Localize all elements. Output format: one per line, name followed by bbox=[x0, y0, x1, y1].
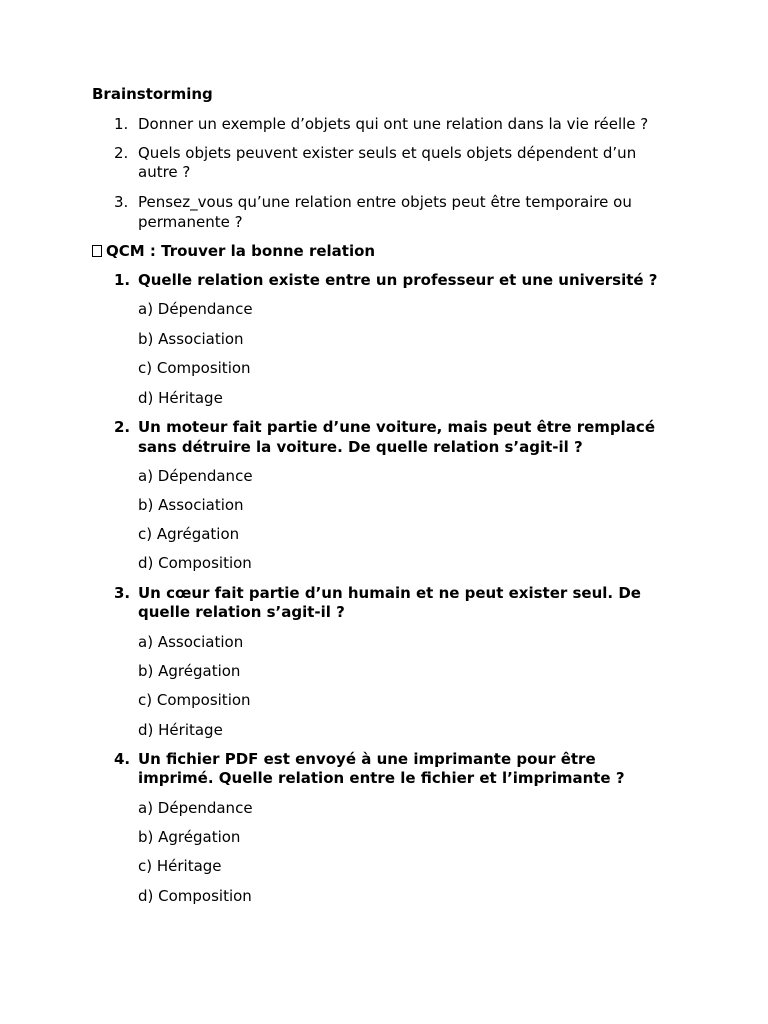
answer-option: d) Héritage bbox=[138, 389, 223, 407]
answer-option: b) Association bbox=[138, 330, 244, 348]
item-text: Donner un exemple d’objets qui ont une relation dans la vie réelle ? bbox=[138, 115, 649, 133]
question-continuation bbox=[0, 602, 768, 622]
answer-option: d) Composition bbox=[138, 887, 252, 905]
question-text: quelle relation s’agit-il ? bbox=[138, 603, 345, 621]
item-text: Quels objets peuvent exister seuls et quels objets dépendent d’un bbox=[138, 144, 637, 162]
question bbox=[0, 270, 768, 290]
brainstorm-item bbox=[0, 114, 768, 134]
answer-option: c) Héritage bbox=[138, 857, 222, 875]
question-text: Quelle relation existe entre un professeur et une université ? bbox=[138, 271, 658, 289]
question-number: 4. bbox=[114, 750, 131, 768]
question bbox=[0, 583, 768, 603]
item-text: Pensez_vous qu’une relation entre objets peut être temporaire ou bbox=[138, 193, 632, 211]
item-number: 1. bbox=[114, 115, 129, 133]
answer-option: a) Dépendance bbox=[138, 300, 253, 318]
question-number: 2. bbox=[114, 418, 131, 436]
brainstorm-item-continuation bbox=[0, 212, 768, 232]
qcm-title-line bbox=[92, 241, 768, 261]
answer-option: b) Association bbox=[138, 496, 244, 514]
question-continuation bbox=[0, 768, 768, 788]
item-text: autre ? bbox=[138, 163, 191, 181]
question-text: Un fichier PDF est envoyé à une imprimante pour être bbox=[138, 750, 596, 768]
answer-option: b) Agrégation bbox=[138, 828, 241, 846]
question bbox=[0, 749, 768, 769]
item-text: permanente ? bbox=[138, 213, 243, 231]
qcm-title: QCM : Trouver la bonne relation bbox=[106, 242, 376, 260]
question-text: sans détruire la voiture. De quelle relation s’agit-il ? bbox=[138, 438, 583, 456]
brainstorm-item bbox=[0, 192, 768, 212]
answer-option: d) Composition bbox=[138, 554, 252, 572]
question-text: Un cœur fait partie d’un humain et ne peut exister seul. De bbox=[138, 584, 641, 602]
answer-option: a) Dépendance bbox=[138, 467, 253, 485]
item-number: 2. bbox=[114, 144, 129, 162]
question-text: imprimé. Quelle relation entre le fichier et l’imprimante ? bbox=[138, 769, 625, 787]
question-number: 3. bbox=[114, 584, 131, 602]
answer-option: a) Dépendance bbox=[138, 799, 253, 817]
question-text: Un moteur fait partie d’une voiture, mais peut être remplacé bbox=[138, 418, 655, 436]
item-number: 3. bbox=[114, 193, 129, 211]
question-continuation bbox=[0, 437, 768, 457]
brainstorm-item bbox=[0, 143, 768, 163]
answer-option: a) Association bbox=[138, 633, 244, 651]
brainstorming-title: Brainstorming bbox=[92, 85, 213, 103]
missing-glyph-icon bbox=[92, 245, 102, 257]
question-number: 1. bbox=[114, 271, 131, 289]
answer-option: d) Héritage bbox=[138, 721, 223, 739]
answer-option: c) Agrégation bbox=[138, 525, 240, 543]
answer-option: c) Composition bbox=[138, 359, 251, 377]
brainstorm-item-continuation bbox=[0, 162, 768, 182]
answer-option: c) Composition bbox=[138, 691, 251, 709]
answer-option: b) Agrégation bbox=[138, 662, 241, 680]
question bbox=[0, 417, 768, 437]
